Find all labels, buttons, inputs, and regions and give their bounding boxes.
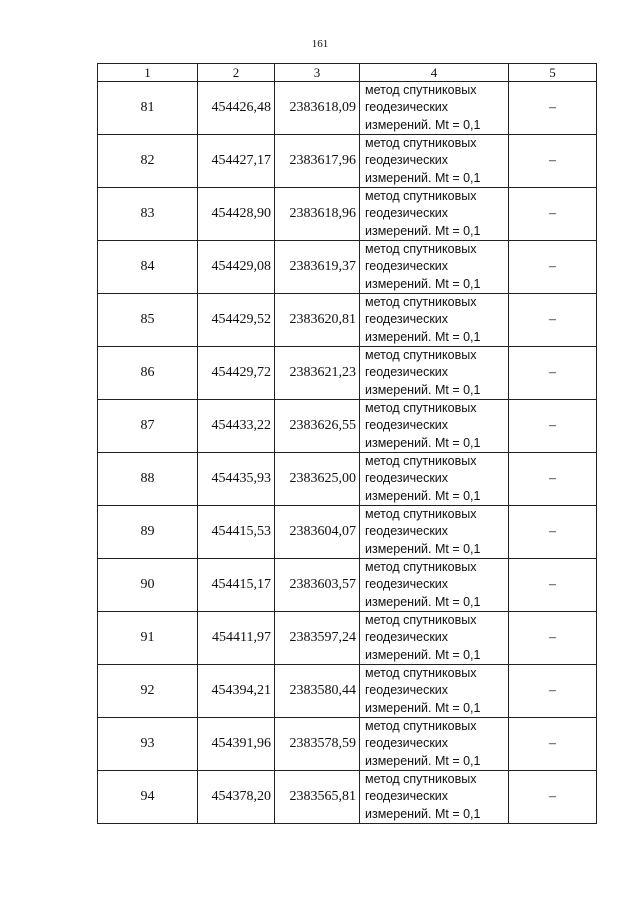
point-number-cell: 90	[98, 559, 198, 612]
method-text-line: метод спутниковых	[365, 401, 477, 416]
method-text-line: геодезических	[365, 418, 449, 433]
point-number-cell: 93	[98, 718, 198, 771]
method-cell	[360, 665, 509, 718]
y-coordinate-cell: 2383618,09	[275, 82, 360, 135]
x-coordinate-cell: 454429,08	[198, 241, 275, 294]
table-row	[98, 612, 597, 665]
point-number-cell: 91	[98, 612, 198, 665]
column5-cell: –	[509, 612, 597, 665]
y-coordinate-cell: 2383565,81	[275, 771, 360, 824]
column5-cell: –	[509, 294, 597, 347]
method-text-line: геодезических	[365, 789, 449, 804]
method-text-line: измерений. Mt = 0,1	[365, 753, 481, 768]
point-number-cell: 85	[98, 294, 198, 347]
column5-cell: –	[509, 135, 597, 188]
y-coordinate-cell: 2383617,96	[275, 135, 360, 188]
point-number-cell: 83	[98, 188, 198, 241]
table-row	[98, 665, 597, 718]
method-cell	[360, 188, 509, 241]
column5-cell: –	[509, 453, 597, 506]
column5-cell: –	[509, 559, 597, 612]
method-text-line: метод спутниковых	[365, 454, 477, 469]
method-text-line: геодезических	[365, 259, 449, 274]
method-text-line: метод спутниковых	[365, 189, 477, 204]
method-text-line: измерений. Mt = 0,1	[365, 276, 481, 291]
method-text-line: метод спутниковых	[365, 83, 477, 98]
x-coordinate-cell: 454435,93	[198, 453, 275, 506]
x-coordinate-cell: 454378,20	[198, 771, 275, 824]
coordinates-table	[97, 63, 597, 824]
method-cell	[360, 294, 509, 347]
point-number-cell: 82	[98, 135, 198, 188]
method-cell	[360, 559, 509, 612]
method-text-line: геодезических	[365, 471, 449, 486]
method-text-line: метод спутниковых	[365, 772, 477, 787]
method-cell	[360, 347, 509, 400]
method-cell	[360, 400, 509, 453]
method-text-line: измерений. Mt = 0,1	[365, 541, 481, 556]
method-cell	[360, 718, 509, 771]
page-number: 161	[311, 38, 329, 50]
column-header-2: 2	[198, 64, 275, 82]
x-coordinate-cell: 454411,97	[198, 612, 275, 665]
method-text-line: геодезических	[365, 736, 449, 751]
x-coordinate-cell: 454415,17	[198, 559, 275, 612]
method-text-line: геодезических	[365, 312, 449, 327]
column-header-4: 4	[360, 64, 509, 82]
column5-cell: –	[509, 400, 597, 453]
method-text-line: метод спутниковых	[365, 136, 477, 151]
y-coordinate-cell: 2383603,57	[275, 559, 360, 612]
method-text-line: метод спутниковых	[365, 560, 477, 575]
point-number-cell: 88	[98, 453, 198, 506]
method-text-line: измерений. Mt = 0,1	[365, 647, 481, 662]
y-coordinate-cell: 2383619,37	[275, 241, 360, 294]
table-row	[98, 241, 597, 294]
method-text-line: геодезических	[365, 577, 449, 592]
method-text-line: метод спутниковых	[365, 507, 477, 522]
method-cell	[360, 241, 509, 294]
method-cell	[360, 453, 509, 506]
column5-cell: –	[509, 241, 597, 294]
table-row	[98, 294, 597, 347]
table-header-row	[98, 64, 597, 82]
y-coordinate-cell: 2383626,55	[275, 400, 360, 453]
column5-cell: –	[509, 188, 597, 241]
column-header-1: 1	[98, 64, 198, 82]
method-text-line: метод спутниковых	[365, 242, 477, 257]
point-number-cell: 94	[98, 771, 198, 824]
column5-cell: –	[509, 347, 597, 400]
method-text-line: измерений. Mt = 0,1	[365, 117, 481, 132]
table-row	[98, 559, 597, 612]
method-text-line: геодезических	[365, 206, 449, 221]
table-row	[98, 135, 597, 188]
table-body	[98, 82, 597, 824]
column5-cell: –	[509, 82, 597, 135]
method-text-line: геодезических	[365, 630, 449, 645]
method-text-line: метод спутниковых	[365, 348, 477, 363]
x-coordinate-cell: 454428,90	[198, 188, 275, 241]
y-coordinate-cell: 2383597,24	[275, 612, 360, 665]
method-text-line: метод спутниковых	[365, 613, 477, 628]
method-text-line: измерений. Mt = 0,1	[365, 382, 481, 397]
column-header-5: 5	[509, 64, 597, 82]
method-text-line: измерений. Mt = 0,1	[365, 594, 481, 609]
method-cell	[360, 612, 509, 665]
y-coordinate-cell: 2383580,44	[275, 665, 360, 718]
column5-cell: –	[509, 506, 597, 559]
point-number-cell: 87	[98, 400, 198, 453]
point-number-cell: 86	[98, 347, 198, 400]
x-coordinate-cell: 454429,52	[198, 294, 275, 347]
column5-cell: –	[509, 718, 597, 771]
method-text-line: геодезических	[365, 153, 449, 168]
x-coordinate-cell: 454394,21	[198, 665, 275, 718]
method-text-line: измерений. Mt = 0,1	[365, 806, 481, 821]
method-text-line: метод спутниковых	[365, 719, 477, 734]
point-number-cell: 89	[98, 506, 198, 559]
method-text-line: метод спутниковых	[365, 295, 477, 310]
method-text-line: геодезических	[365, 683, 449, 698]
x-coordinate-cell: 454426,48	[198, 82, 275, 135]
method-text-line: геодезических	[365, 365, 449, 380]
y-coordinate-cell: 2383621,23	[275, 347, 360, 400]
table-row	[98, 82, 597, 135]
table-row	[98, 718, 597, 771]
method-text-line: измерений. Mt = 0,1	[365, 700, 481, 715]
x-coordinate-cell: 454433,22	[198, 400, 275, 453]
x-coordinate-cell: 454415,53	[198, 506, 275, 559]
method-cell	[360, 82, 509, 135]
y-coordinate-cell: 2383618,96	[275, 188, 360, 241]
point-number-cell: 81	[98, 82, 198, 135]
x-coordinate-cell: 454429,72	[198, 347, 275, 400]
table-row	[98, 347, 597, 400]
x-coordinate-cell: 454391,96	[198, 718, 275, 771]
method-text-line: геодезических	[365, 100, 449, 115]
column5-cell: –	[509, 771, 597, 824]
method-cell	[360, 135, 509, 188]
method-text-line: измерений. Mt = 0,1	[365, 329, 481, 344]
method-text-line: геодезических	[365, 524, 449, 539]
y-coordinate-cell: 2383604,07	[275, 506, 360, 559]
point-number-cell: 84	[98, 241, 198, 294]
table-row	[98, 400, 597, 453]
method-text-line: метод спутниковых	[365, 666, 477, 681]
y-coordinate-cell: 2383620,81	[275, 294, 360, 347]
point-number-cell: 92	[98, 665, 198, 718]
table-row	[98, 771, 597, 824]
method-cell	[360, 771, 509, 824]
method-text-line: измерений. Mt = 0,1	[365, 488, 481, 503]
y-coordinate-cell: 2383578,59	[275, 718, 360, 771]
method-text-line: измерений. Mt = 0,1	[365, 435, 481, 450]
table-row	[98, 506, 597, 559]
table-row	[98, 188, 597, 241]
column5-cell: –	[509, 665, 597, 718]
method-text-line: измерений. Mt = 0,1	[365, 223, 481, 238]
column-header-3: 3	[275, 64, 360, 82]
x-coordinate-cell: 454427,17	[198, 135, 275, 188]
table-row	[98, 453, 597, 506]
method-text-line: измерений. Mt = 0,1	[365, 170, 481, 185]
y-coordinate-cell: 2383625,00	[275, 453, 360, 506]
method-cell	[360, 506, 509, 559]
